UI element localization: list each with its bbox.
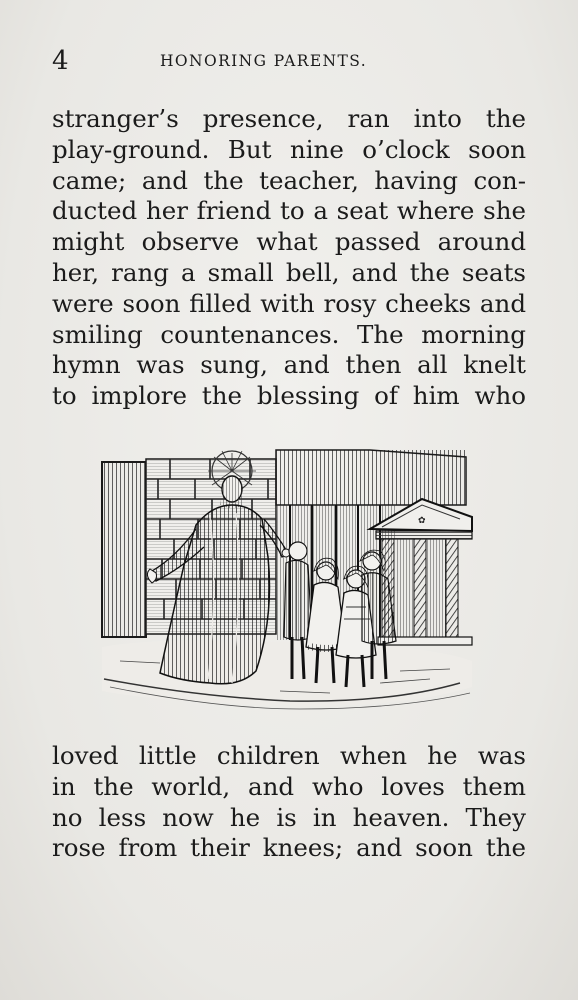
text-line: might observe what passed around <box>52 227 526 257</box>
woodcut-illustration <box>100 447 474 717</box>
text-line: were soon filled with rosy cheeks and <box>52 288 526 318</box>
running-head: HONORING PARENTS. <box>160 52 368 70</box>
text-line: rose from their knees; and soon the <box>52 833 526 863</box>
svg-text:✿: ✿ <box>418 516 426 526</box>
text-line: came; and the teacher, having con- <box>52 165 526 195</box>
body-text-top <box>52 104 526 412</box>
text-line: to implore the blessing of him who <box>52 381 526 411</box>
text-line: play-ground. But nine o’clock soon <box>52 134 526 164</box>
text-line: smiling countenances. The morning <box>52 319 526 349</box>
text-line: hymn was sung, and then all knelt <box>52 350 526 380</box>
text-line: no less now he is in heaven. They <box>52 802 526 832</box>
text-line: loved little children when he was <box>52 741 526 770</box>
text-line: ducted her friend to a seat where she <box>52 196 526 226</box>
text-line: her, rang a small bell, and the seats <box>52 257 526 287</box>
page-number: 4 <box>52 46 69 76</box>
page-header <box>52 45 526 77</box>
text-line: stranger’s presence, ran into the <box>52 104 526 133</box>
text-line: in the world, and who loves them <box>52 771 526 801</box>
body-text-bottom <box>52 741 526 864</box>
